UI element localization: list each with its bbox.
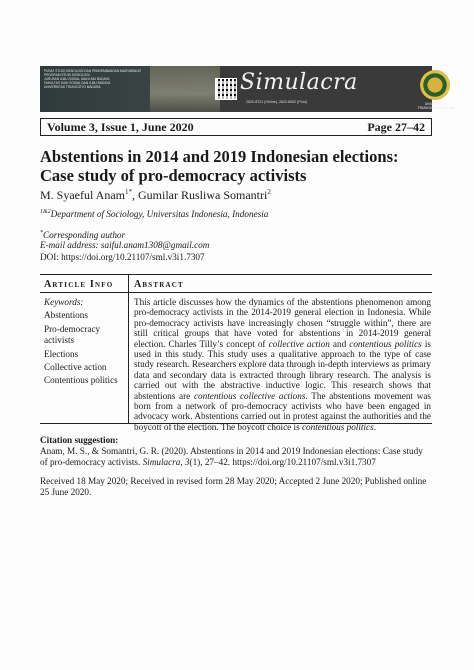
article-info-heading: Article Info (44, 279, 114, 290)
volume-bar (40, 118, 432, 136)
keyword-item: Pro-democracy activists (44, 324, 101, 345)
citation-heading: Citation suggestion: (40, 435, 119, 445)
email-address[interactable]: E-mail address: saiful.anam1308@gmail.com (40, 240, 210, 250)
journal-banner (40, 66, 455, 112)
abstract-text: . The abstentions movement was born from a network of pro-democracy activists who have been engaged in advocacy work. Abstentions carried out in protest against the authorities and the boycott of the election. The boycott choice is (134, 390, 432, 432)
doi-link[interactable]: DOI: https://doi.org/10.21107/sml.v3i1.7307 (40, 252, 205, 262)
citation-part: Anam, M. S., & Somantri, G. R. (2020). Abstentions in 2014 and 2019 Indonesian elections: Case study of pro-democracy activists. (40, 446, 423, 467)
university-seal-icon (420, 70, 450, 100)
author-superscript: 1* (125, 188, 132, 196)
citation-journal: Simulacra, 3 (142, 456, 190, 467)
abstract-emphasis: contentious collective actions (193, 390, 306, 401)
abstract-text: . (373, 421, 376, 432)
abstract-body (134, 297, 431, 432)
corresponding-text: Corresponding author (43, 230, 126, 241)
citation-part[interactable]: (1), 27–42. https://doi.org/10.21107/sml.v3i1.7307 (189, 456, 376, 467)
abstract-emphasis: contentious politics (301, 421, 374, 432)
org-line: PUSAT STUDI SOSIOLOGI DAN PENGEMBANGAN MASYARAKAT (44, 69, 142, 73)
table-divider (128, 274, 129, 423)
author-name: M. Syaeful Anam (40, 188, 125, 202)
author-name: , Gumilar Rusliwa Somantri (132, 188, 268, 202)
keywords-label: Keywords: (44, 297, 84, 307)
university-line: TRUNOJOYO MADURA (417, 106, 455, 110)
org-line: PROGRAM STUDI SOSIOLOGI (44, 73, 90, 77)
keyword-item: Contentious politics (44, 375, 118, 385)
qr-code-icon (215, 78, 237, 100)
abstract-heading: Abstract (134, 279, 184, 290)
abstract-text: and (329, 338, 350, 349)
affiliation-superscript: 1&2 (40, 209, 51, 215)
abstract-emphasis: contentious politics (349, 338, 422, 349)
keyword-item: Elections (44, 349, 79, 359)
journal-logo: Simulacra (240, 70, 358, 95)
org-line: JURUSAN ILMU SOSIAL DAN ILMU BUDAYA (44, 77, 110, 81)
banner-photo (150, 66, 220, 112)
page-range: Page 27–42 (367, 120, 425, 134)
affiliation-text: Department of Sociology, Universitas Indonesia, Indonesia (50, 209, 269, 220)
keyword-item: Abstentions (44, 310, 88, 320)
volume-issue: Volume 3, Issue 1, June 2020 (47, 120, 194, 134)
issn-text: 2620-8721 (Online), 2622-6952 (Print) (246, 100, 307, 104)
article-history: Received 18 May 2020; Received in revised form 28 May 2020; Accepted 2 June 2020; Published online 25 June 2020. (40, 476, 427, 497)
abstract-text: This article discusses how the dynamics of the abstentions phenomenon among pro-democracy activists in the 2014-2019 general election in Indonesia. While pro-democracy activists have increasingly chosen “struggle within”, there are still critical groups that have voted for abstentions in 2014-2019 general election. Charles Tilly’s concept of (134, 297, 431, 349)
affiliation (40, 209, 268, 219)
author-list (40, 188, 271, 203)
org-line: FAKULTAS ILMU SOSIAL DAN ILMU BUDAYA (44, 81, 111, 85)
corresponding-superscript: * (40, 230, 43, 236)
article-title: Abstentions in 2014 and 2019 Indonesian elections: Case study of pro-democracy activists (40, 147, 399, 185)
table-header-rule (40, 292, 432, 293)
abstract-emphasis: collective action (268, 338, 330, 349)
author-superscript: 2 (267, 188, 271, 196)
university-line: UNIVERSITAS (424, 102, 448, 106)
abstract-text: is used in this study. This study uses a qualitative approach to the type of case study research. Researchers explore data through in-depth interviews as primary data and secondary data is extracted through library research. The analysis is carried out with the abstractive inductive logic. This research shows that abstentions are (134, 338, 431, 401)
university-name (406, 102, 466, 110)
keyword-item: Collective action (44, 362, 107, 372)
table-top-rule (40, 274, 432, 275)
citation-text (40, 446, 432, 467)
org-line: UNIVERSITAS TRUNOJOYO MADURA (44, 85, 101, 89)
